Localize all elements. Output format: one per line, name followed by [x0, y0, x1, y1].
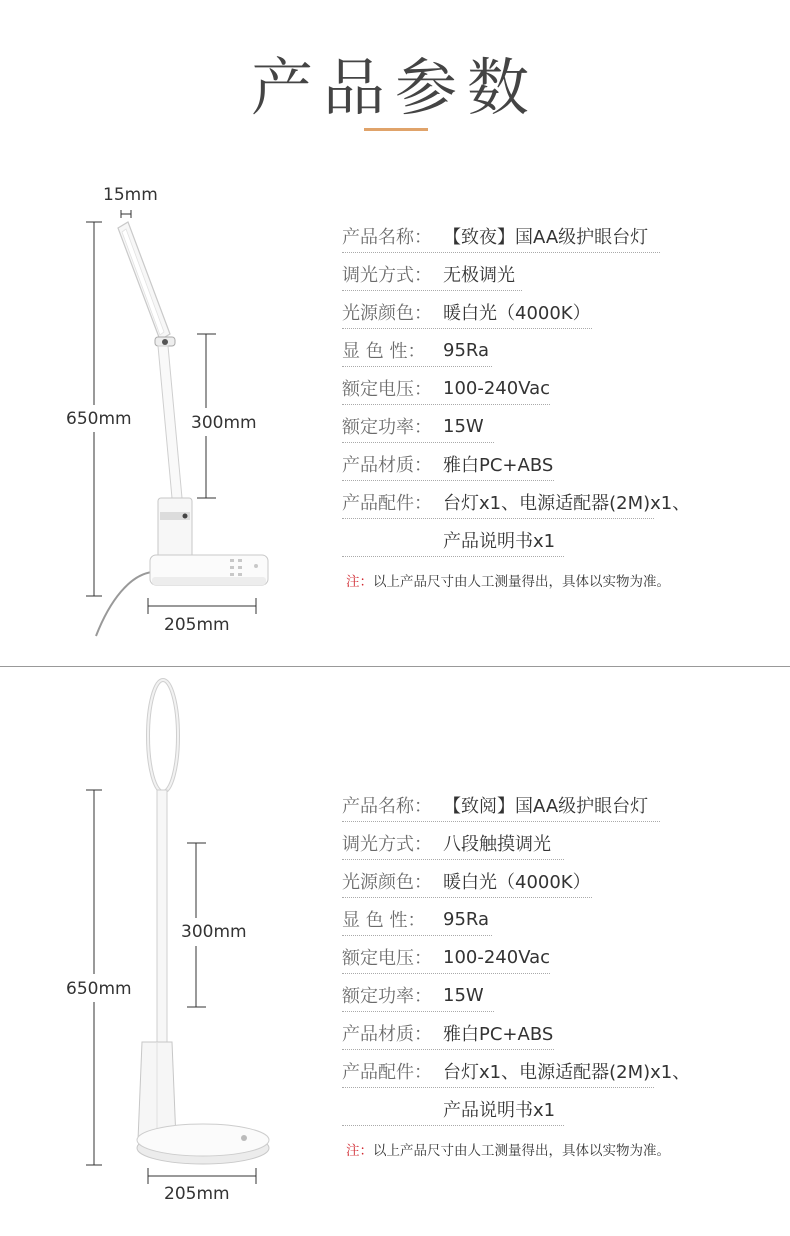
spec-row: 额定电压： 100-240Vac: [342, 369, 690, 407]
dim-height: 650mm: [66, 409, 132, 429]
spec-row: 显 色 性： 95Ra: [342, 900, 690, 938]
spec-row: 产品配件： 台灯x1、电源适配器(2M)x1、: [342, 1052, 690, 1090]
dim-base: 205mm: [164, 615, 230, 635]
page-title: 产品参数: [250, 51, 539, 124]
spec-row: 产品说明书x1: [342, 521, 690, 559]
dim-base: 205mm: [164, 1184, 230, 1204]
spec-row: 产品配件： 台灯x1、电源适配器(2M)x1、: [342, 483, 690, 521]
spec-list-2: [342, 786, 690, 1128]
spec-row: 产品名称： 【致阅】国AA级护眼台灯: [342, 786, 690, 824]
note-1: 注：以上产品尺寸由人工测量得出，具体以实物为准。: [346, 574, 670, 590]
spec-row: 光源颜色： 暖白光（4000K）: [342, 862, 690, 900]
note-2: 注：以上产品尺寸由人工测量得出，具体以实物为准。: [346, 1143, 670, 1159]
spec-row: 额定功率： 15W: [342, 976, 690, 1014]
spec-row: 产品材质： 雅白PC+ABS: [342, 1014, 690, 1052]
spec-row: 调光方式： 无极调光: [342, 255, 690, 293]
dim-height: 650mm: [66, 979, 132, 999]
dim-arm: 300mm: [191, 413, 257, 433]
spec-row: 产品材质： 雅白PC+ABS: [342, 445, 690, 483]
dim-thickness: 15mm: [103, 185, 158, 205]
spec-row: 显 色 性： 95Ra: [342, 331, 690, 369]
spec-row: 产品说明书x1: [342, 1090, 690, 1128]
spec-row: 调光方式： 八段触摸调光: [342, 824, 690, 862]
spec-list-1: [342, 217, 690, 559]
spec-row: 光源颜色： 暖白光（4000K）: [342, 293, 690, 331]
spec-row: 产品名称： 【致夜】国AA级护眼台灯: [342, 217, 690, 255]
spec-row: 额定电压： 100-240Vac: [342, 938, 690, 976]
dim-arm: 300mm: [181, 922, 247, 942]
spec-row: 额定功率： 15W: [342, 407, 690, 445]
